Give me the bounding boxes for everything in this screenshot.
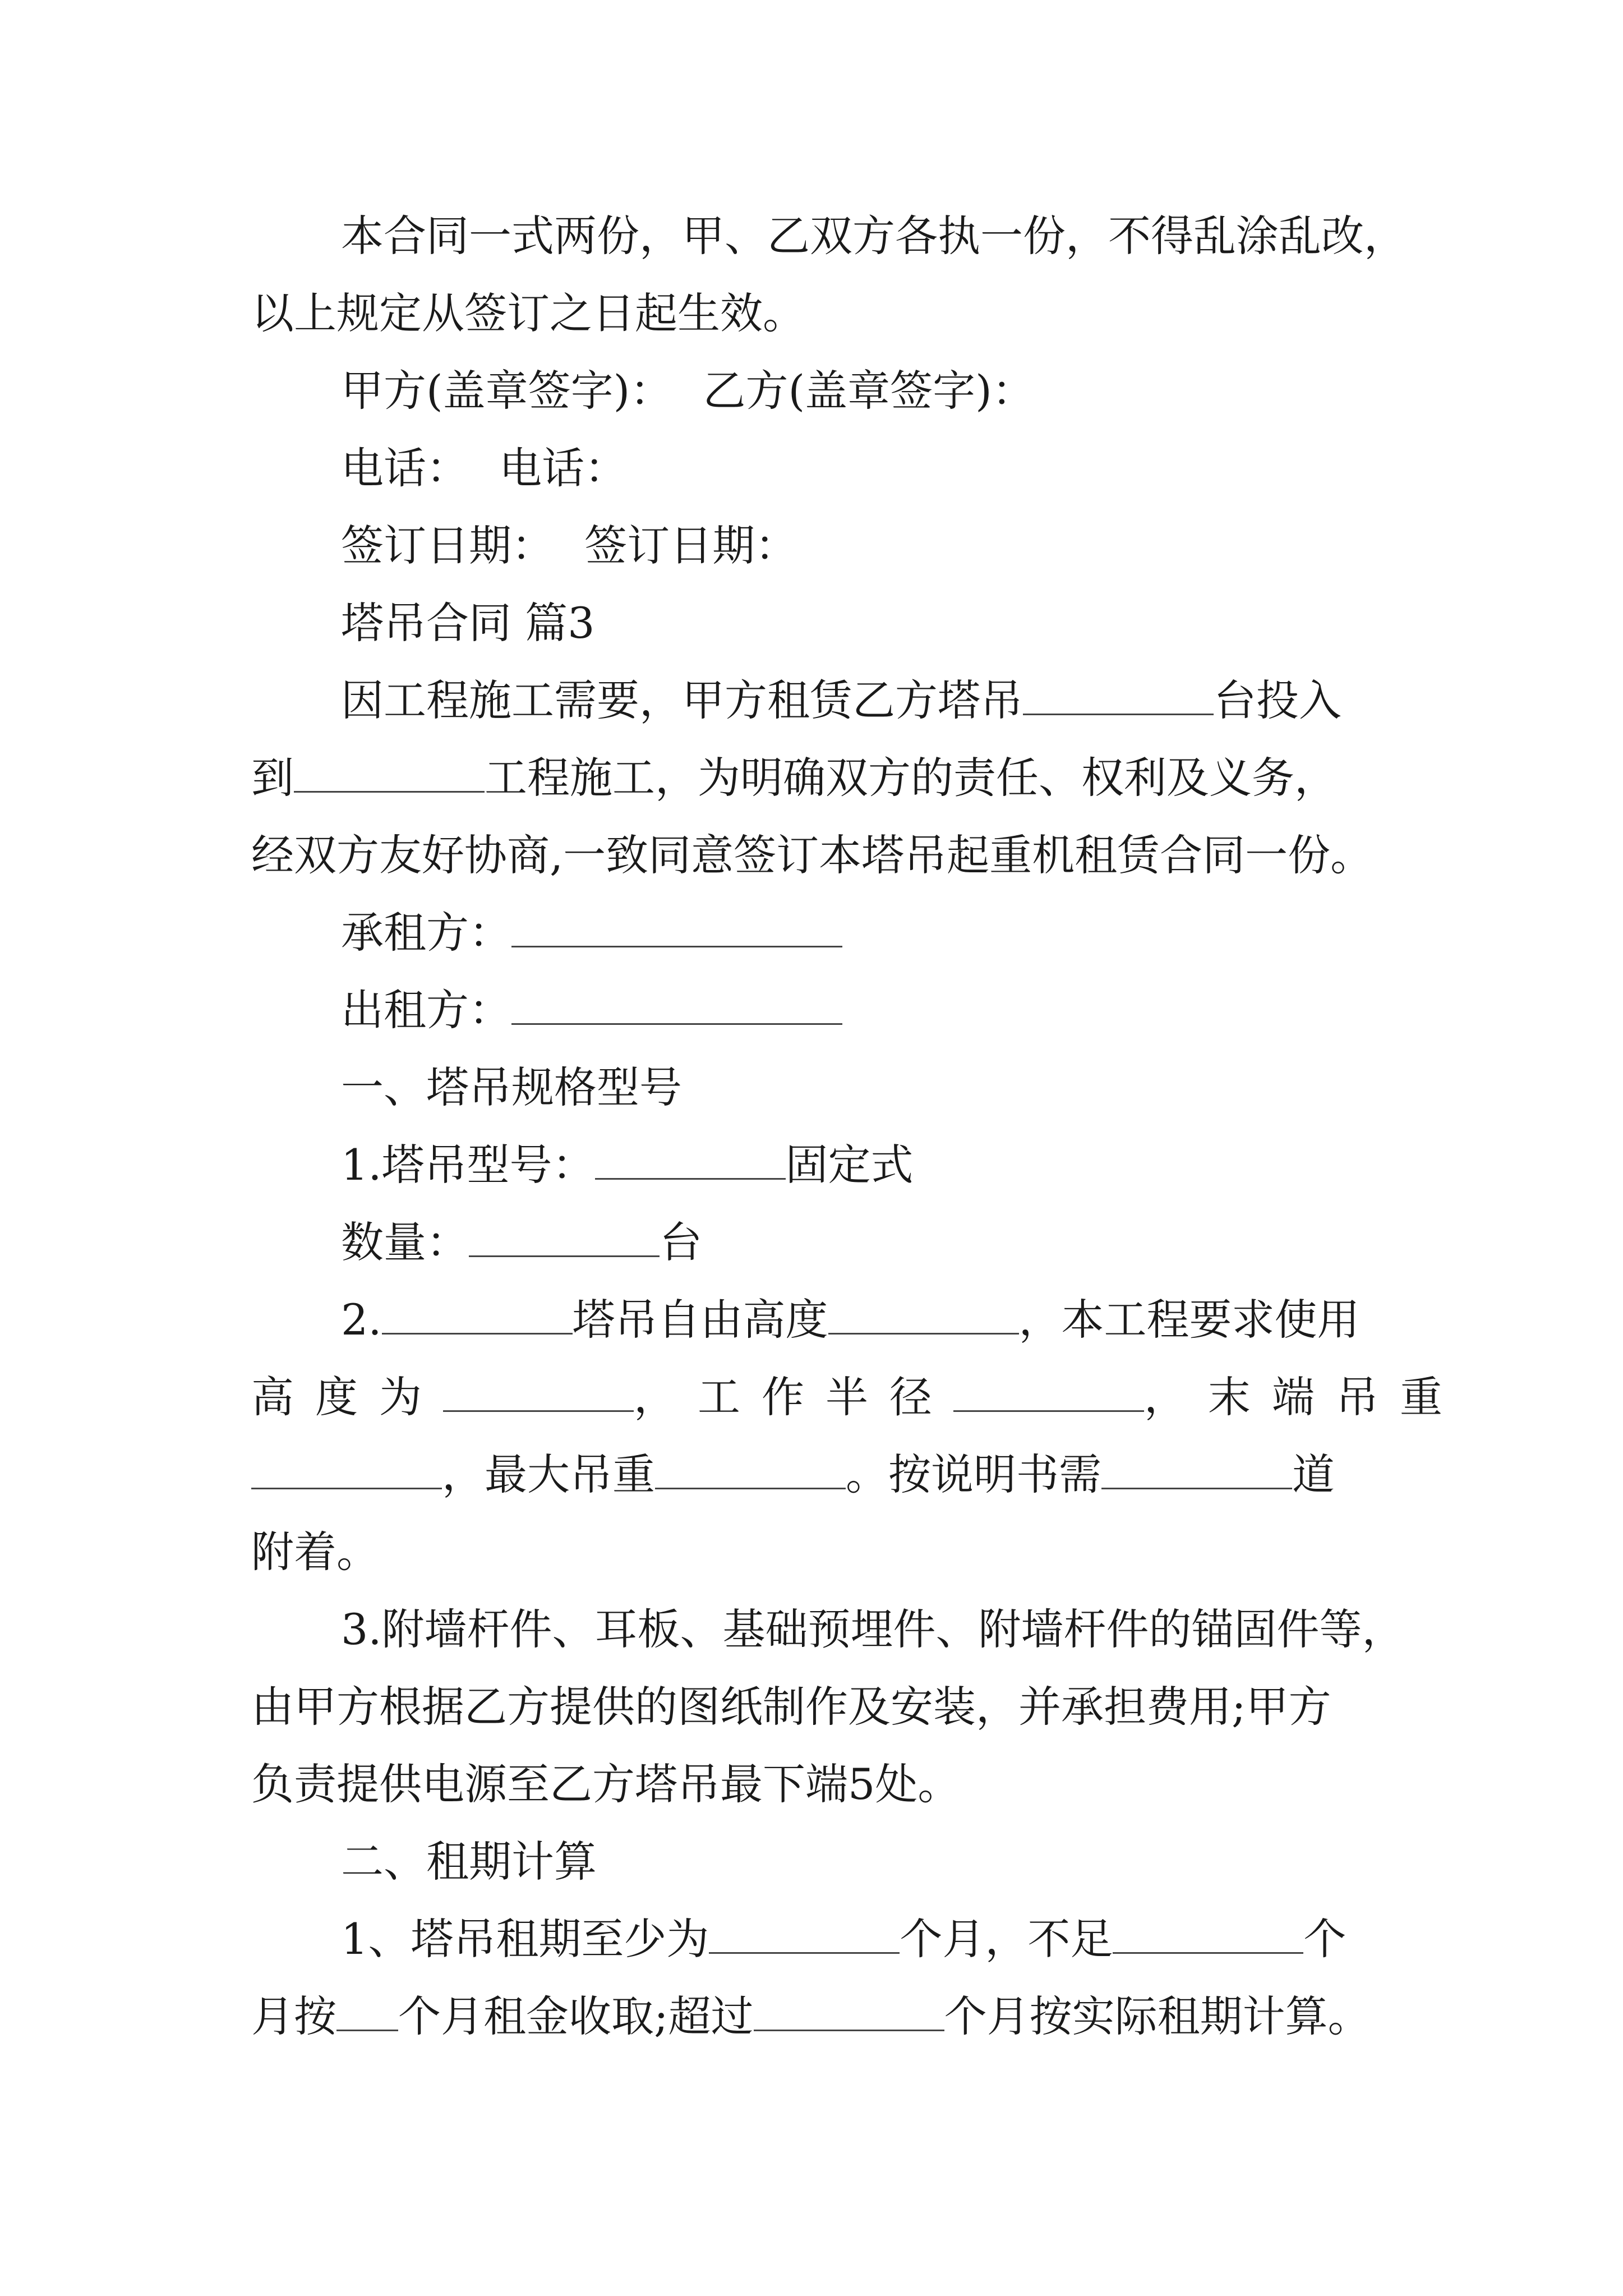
spec-text-8: 。按说明书需 [846,1450,1101,1499]
paragraph-effective [251,275,1390,352]
short-months-blank[interactable] [1113,1917,1303,1954]
item3-text-2: 由甲方根据乙方提供的图纸制作及安装，并承担费用;甲方 [251,1682,1331,1732]
party-a-signature-label: 甲方(盖章签字)： [341,366,673,416]
spec-line-4 [251,1513,1390,1591]
lease-text-3: 个 [1303,1914,1347,1964]
lessor-line [251,972,1390,1049]
lessee-label: 承租方： [341,908,511,958]
phone-line [251,430,1390,507]
party-b-signature-label: 乙方(盖章签字)： [703,366,1035,416]
spec-line-1 [251,1281,1390,1359]
heading-lease-term: 二、租期计算 [341,1837,597,1887]
item3-text-3: 负责提供电源至乙方塔吊最下端5处。 [251,1759,961,1809]
lease-text-4: 月按 [251,1991,336,2041]
item3-text-1: 3.附墙杆件、耳板、基础预埋件、附墙杆件的锚固件等， [341,1604,1405,1654]
spec-text-2: 塔吊自由高度 [572,1295,828,1345]
crane-count-blank[interactable] [1023,679,1214,715]
intro-text-3: 到 [251,753,294,803]
intro-text-5: 经双方友好协商,一致同意签订本塔吊起重机租赁合同一份。 [251,830,1373,880]
spec-line-3 [251,1436,1390,1513]
spec-text-10: 附着。 [251,1527,379,1577]
quantity-label: 数量： [341,1217,469,1267]
lease-line-1 [251,1901,1390,1978]
intro-text-2: 台投入 [1214,675,1341,725]
item3-line-1 [251,1591,1405,1668]
lease-text-5: 个月租金收取;超过 [398,1991,754,2041]
party-a-phone-label: 电话： [341,443,469,493]
quantity-unit: 台 [660,1217,702,1267]
spec-type-blank[interactable] [382,1298,573,1335]
item3-line-3 [251,1746,1390,1823]
party-b-phone-label: 电话： [499,443,628,493]
document-body [251,197,1464,2055]
intro-text-4: 工程施工，为明确双方的责任、权利及义务， [485,753,1337,803]
working-radius-blank[interactable] [953,1375,1144,1412]
intro-line-2 [251,739,1390,817]
date-line [251,507,1390,585]
party-b-date-label: 签订日期： [584,521,798,570]
model-label: 1.塔吊型号： [341,1140,595,1190]
party-a-date-label: 签订日期： [341,521,554,570]
exceed-months-blank[interactable] [754,1995,944,2031]
project-name-blank[interactable] [294,756,485,793]
min-months-blank[interactable] [709,1917,900,1954]
spec-text-7: ，最大吊重 [442,1450,655,1499]
anchor-count-blank[interactable] [1101,1453,1292,1489]
intro-text-1: 因工程施工需要，甲方租赁乙方塔吊 [341,675,1023,725]
max-load-blank[interactable] [655,1453,846,1489]
heading-specifications: 一、塔吊规格型号 [341,1062,682,1112]
lessor-label: 出租方： [341,985,511,1035]
working-height-blank[interactable] [443,1375,634,1412]
spec-text-6: ，末端吊重 [1144,1372,1464,1422]
spec-text-1: 2. [341,1295,382,1345]
free-height-blank[interactable] [828,1298,1019,1335]
intro-line-1 [251,662,1390,739]
quantity-line [251,1204,1390,1281]
spec-text-5: ，工作半径 [634,1372,953,1422]
lease-text-2: 个月，不足 [900,1914,1113,1964]
spec-line-2 [251,1359,1464,1436]
lessee-blank[interactable] [511,911,842,947]
intro-line-3 [251,817,1390,894]
model-line [251,1126,1390,1204]
charge-months-blank[interactable] [336,1995,398,2031]
item3-line-2 [251,1668,1390,1746]
copies-line-2: 以上规定从签订之日起生效。 [251,288,805,338]
lease-text-6: 个月按实际租期计算。 [944,1991,1371,2041]
lease-line-2 [251,1978,1390,2055]
model-blank[interactable] [595,1143,786,1180]
spec-text-3: ，本工程要求使用 [1018,1295,1360,1345]
copies-line-1: 本合同一式两份，甲、乙双方各执一份，不得乱涂乱改， [341,211,1407,261]
model-suffix: 固定式 [785,1140,914,1190]
lessee-line [251,894,1390,972]
paragraph-copies [251,197,1407,275]
spec-text-9: 道 [1292,1450,1335,1499]
quantity-blank[interactable] [469,1221,660,1257]
spec-text-4: 高度为 [251,1372,443,1422]
lease-text-1: 1、塔吊租期至少为 [341,1914,709,1964]
signature-line [251,352,1390,430]
section-title: 塔吊合同 篇3 [341,598,595,648]
tip-load-blank[interactable] [251,1453,442,1489]
lessor-blank[interactable] [511,988,842,1025]
